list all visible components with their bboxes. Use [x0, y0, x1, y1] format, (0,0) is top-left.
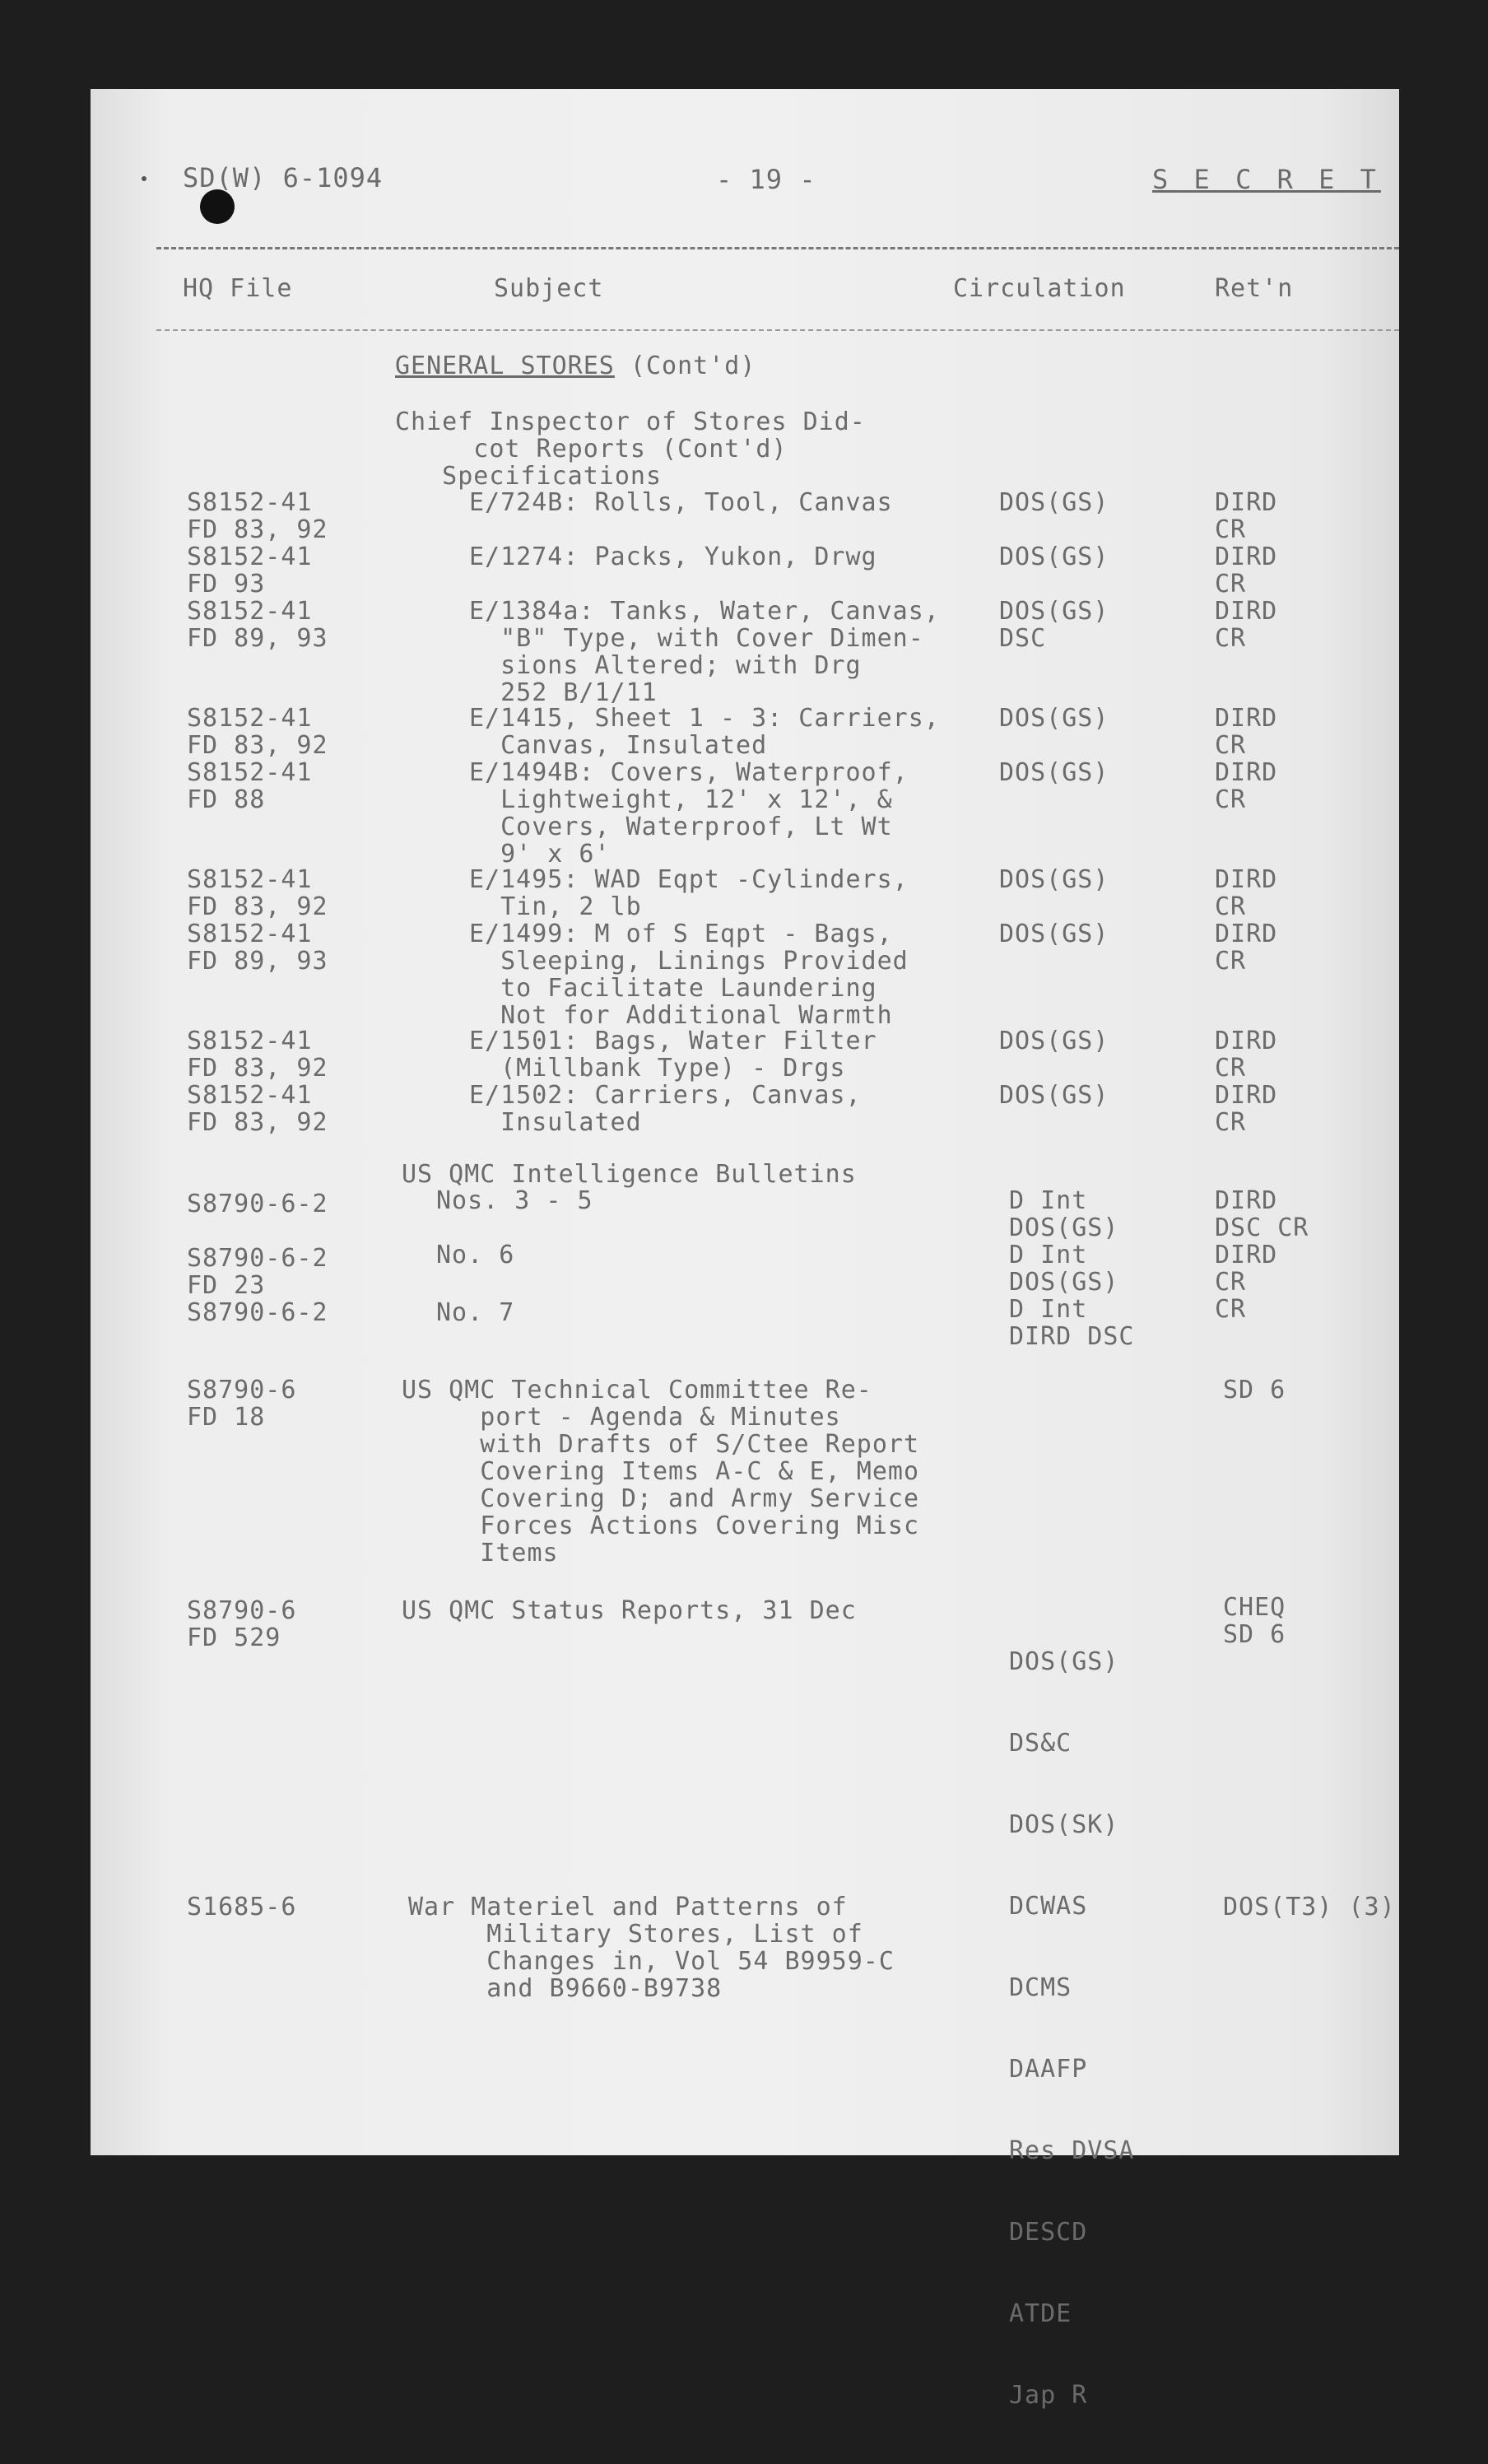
subject-line: to Facilitate Laundering: [469, 974, 877, 1003]
header-rule-top: [156, 247, 1399, 249]
subject-line: Lightweight, 12' x 12', &: [469, 785, 893, 814]
file-ref: S1685-6: [187, 1893, 297, 1921]
circulation-value: Res DVSA: [1009, 2136, 1135, 2165]
file-ref: FD 93: [187, 570, 266, 599]
subject-line: Military Stores, List of: [408, 1920, 863, 1949]
return-value: CR: [1215, 624, 1247, 653]
subject-line: E/1501: Bags, Water Filter: [469, 1027, 877, 1055]
file-ref: FD 88: [187, 785, 266, 814]
circulation-value: DOS(SK): [1009, 1810, 1119, 1839]
column-heading-subject: Subject: [494, 274, 604, 303]
subject-line: "B" Type, with Cover Dimen-: [469, 624, 924, 653]
group-heading-line: cot Reports (Cont'd): [395, 435, 788, 463]
return-value: DIRD: [1215, 704, 1278, 733]
subject-line: Tin, 2 lb: [469, 892, 642, 921]
subject-line: port - Agenda & Minutes: [402, 1403, 841, 1432]
circulation-value: Jap R: [1009, 2381, 1088, 2410]
circulation-value: DOS(GS): [999, 597, 1109, 626]
return-value: DIRD: [1215, 865, 1278, 894]
circulation-value: DS&C: [1009, 1729, 1072, 1758]
file-ref: FD 529: [187, 1623, 281, 1652]
return-value: DIRD: [1215, 1186, 1278, 1215]
file-ref: S8152-41: [187, 1027, 313, 1055]
column-heading-file: HQ File: [183, 274, 293, 303]
document-reference: SD(W) 6-1094: [183, 162, 384, 193]
circulation-value: DOS(GS): [999, 865, 1109, 894]
header-rule-bottom: [156, 329, 1399, 331]
subject-line: and B9660-B9738: [408, 1974, 723, 2003]
file-ref: FD 89, 93: [187, 624, 328, 653]
subject-line: Nos. 3 - 5: [436, 1186, 593, 1215]
circulation-value: DOS(GS): [999, 543, 1109, 571]
column-heading-circulation: Circulation: [953, 274, 1126, 303]
subject-line: E/1494B: Covers, Waterproof,: [469, 758, 909, 787]
classification-mark: S E C R E T: [1152, 164, 1381, 195]
return-value: DIRD: [1215, 1241, 1278, 1269]
file-ref: S8790-6-2: [187, 1244, 328, 1273]
circulation-value: DCWAS: [1009, 1892, 1088, 1921]
file-ref: S8152-41: [187, 488, 313, 517]
circulation-value: DOS(GS): [1009, 1647, 1119, 1676]
mark-dot: [142, 176, 146, 181]
return-value: CR: [1215, 1054, 1247, 1083]
page-number: - 19 -: [716, 164, 816, 195]
subject-line: E/1415, Sheet 1 - 3: Carriers,: [469, 704, 940, 733]
file-ref: FD 83, 92: [187, 731, 328, 760]
return-value: CR: [1215, 570, 1247, 599]
subject-line: Changes in, Vol 54 B9959-C: [408, 1947, 895, 1976]
return-value: CR: [1215, 947, 1247, 976]
return-value: CR: [1215, 1295, 1247, 1324]
file-ref: S8152-41: [187, 920, 313, 948]
subject-line: US QMC Technical Committee Re-: [402, 1376, 872, 1404]
group-heading-line: Chief Inspector of Stores Did-: [395, 408, 866, 436]
file-ref: S8790-6-2: [187, 1190, 328, 1218]
subject-line: E/1274: Packs, Yukon, Drwg: [469, 543, 877, 571]
subject-line: Forces Actions Covering Misc: [402, 1511, 920, 1540]
subject-line: 252 B/1/11: [469, 678, 658, 707]
circulation-value: DOS(GS): [1009, 1213, 1119, 1242]
circulation-value: DOS(GS): [999, 1027, 1109, 1055]
document-page: [91, 89, 1399, 2410]
file-ref: S8152-41: [187, 597, 313, 626]
circulation-value: ATDE: [1009, 2299, 1072, 2328]
subject-line: 9' x 6': [469, 840, 611, 869]
circulation-value: D Int: [1009, 1241, 1088, 1269]
circulation-value: D Int: [1009, 1186, 1088, 1215]
return-value: DIRD: [1215, 758, 1278, 787]
file-ref: S8790-6: [187, 1376, 297, 1404]
subject-line: with Drafts of S/Ctee Report: [402, 1430, 920, 1459]
subject-line: No. 7: [436, 1298, 515, 1327]
file-ref: FD 83, 92: [187, 1108, 328, 1137]
return-value: CHEQ: [1223, 1593, 1286, 1622]
subject-line: Covering Items A-C & E, Memo: [402, 1457, 920, 1486]
subject-line: Items: [402, 1539, 559, 1567]
subject-line: No. 6: [436, 1241, 515, 1269]
circulation-value: DAAFP: [1009, 2055, 1088, 2084]
return-value: DIRD: [1215, 1081, 1278, 1110]
subject-line: Covers, Waterproof, Lt Wt: [469, 813, 893, 841]
subject-line: Sleeping, Linings Provided: [469, 947, 909, 976]
subject-line: Not for Additional Warmth: [469, 1001, 893, 1030]
return-value: DIRD: [1215, 920, 1278, 948]
group-heading: [395, 408, 866, 490]
punch-hole: [200, 189, 235, 224]
return-value: DSC CR: [1215, 1213, 1309, 1242]
circulation-value: D Int: [1009, 1295, 1088, 1324]
file-ref: FD 83, 92: [187, 1054, 328, 1083]
section-heading-text: GENERAL STORES: [395, 352, 615, 380]
subject-line: E/1384a: Tanks, Water, Canvas,: [469, 597, 940, 626]
return-value: DIRD: [1215, 597, 1278, 626]
return-value: CR: [1215, 785, 1247, 814]
circulation-value: DOS(GS): [999, 758, 1109, 787]
circulation-value: DCMS: [1009, 1973, 1072, 2002]
circulation-value: DOS(GS): [999, 488, 1109, 517]
return-value: SD 6: [1223, 1376, 1286, 1404]
file-ref: FD 89, 93: [187, 947, 328, 976]
section-heading: [395, 352, 756, 380]
bulletins-heading: US QMC Intelligence Bulletins: [402, 1160, 857, 1189]
return-value: CR: [1215, 892, 1247, 921]
subject-line: E/1495: WAD Eqpt -Cylinders,: [469, 865, 909, 894]
column-heading-retn: Ret'n: [1215, 274, 1294, 303]
return-value: CR: [1215, 1268, 1247, 1297]
return-value: DIRD: [1215, 488, 1278, 517]
return-value: DOS(T3) (3): [1223, 1893, 1396, 1921]
return-value: SD 6: [1223, 1620, 1286, 1649]
group-heading-line: Specifications: [395, 462, 663, 491]
subject-line: War Materiel and Patterns of: [408, 1893, 848, 1921]
subject-line: US QMC Status Reports, 31 Dec: [402, 1596, 857, 1625]
subject-line: Insulated: [469, 1108, 642, 1137]
circulation-value: DESCD: [1009, 2218, 1088, 2247]
circulation-value: DOS(GS): [999, 1081, 1109, 1110]
file-ref: FD 83, 92: [187, 515, 328, 544]
file-ref: S8790-6-2: [187, 1298, 328, 1327]
file-ref: FD 23: [187, 1271, 266, 1300]
file-ref: S8152-41: [187, 758, 313, 787]
subject-line: Covering D; and Army Service: [402, 1484, 920, 1513]
subject-line: sions Altered; with Drg: [469, 651, 862, 680]
section-heading-cont: (Cont'd): [614, 352, 756, 380]
file-ref: S8152-41: [187, 865, 313, 894]
circulation-value: DSC: [999, 624, 1047, 653]
subject-line: E/724B: Rolls, Tool, Canvas: [469, 488, 893, 517]
subject-line: E/1502: Carriers, Canvas,: [469, 1081, 862, 1110]
subject-line: (Millbank Type) - Drgs: [469, 1054, 846, 1083]
circulation-value: DIRD DSC: [1009, 1322, 1135, 1351]
file-ref: FD 83, 92: [187, 892, 328, 921]
file-ref: FD 18: [187, 1403, 266, 1432]
return-value: DIRD: [1215, 1027, 1278, 1055]
return-value: DIRD: [1215, 543, 1278, 571]
file-ref: S8152-41: [187, 543, 313, 571]
subject-line: Canvas, Insulated: [469, 731, 768, 760]
return-value: CR: [1215, 731, 1247, 760]
return-value: CR: [1215, 1108, 1247, 1137]
return-value: CR: [1215, 515, 1247, 544]
file-ref: S8152-41: [187, 1081, 313, 1110]
subject-line: E/1499: M of S Eqpt - Bags,: [469, 920, 893, 948]
file-ref: S8790-6: [187, 1596, 297, 1625]
circulation-value: DOS(GS): [999, 704, 1109, 733]
circulation-value: DOS(GS): [1009, 1268, 1119, 1297]
file-ref: S8152-41: [187, 704, 313, 733]
circulation-value: DOS(GS): [999, 920, 1109, 948]
